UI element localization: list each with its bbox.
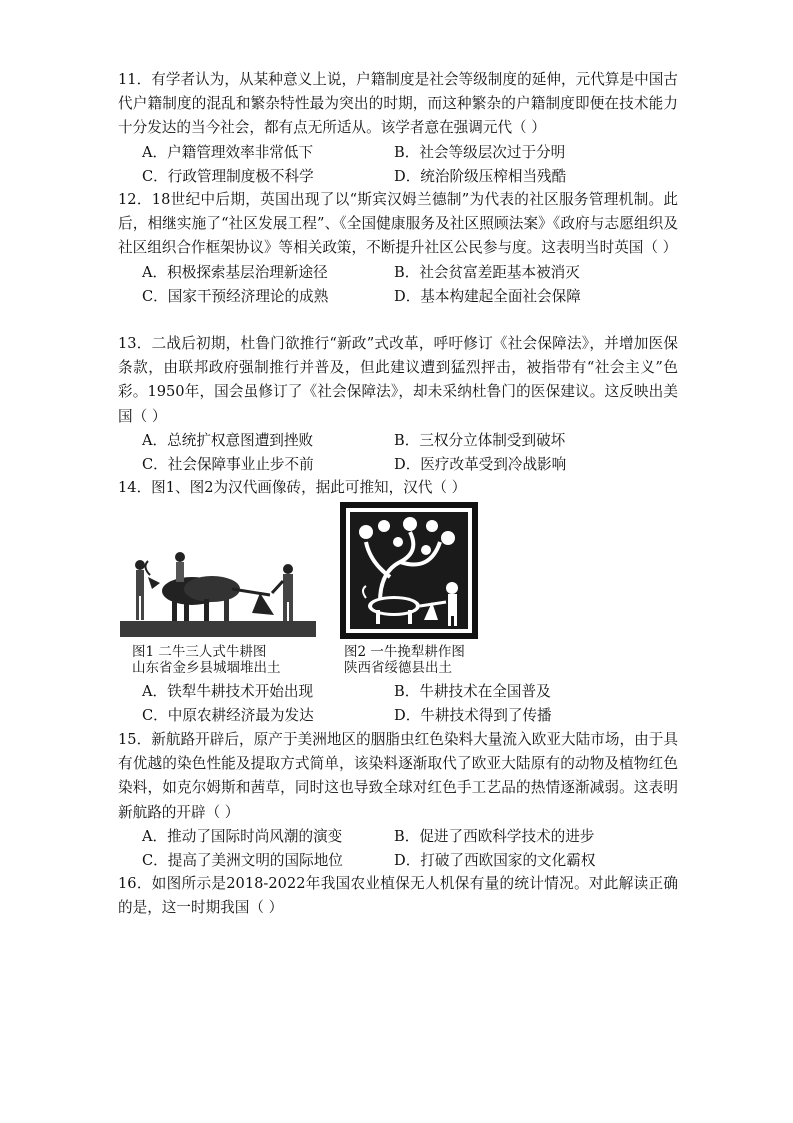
question-14 (118, 476, 678, 500)
option-a[interactable]: A．铁犁牛耕技术开始出现 (142, 683, 314, 700)
options (142, 261, 678, 309)
option-b[interactable]: B．促进了西欧科学技术的进步 (394, 827, 595, 845)
option-d[interactable]: D．基本构建起全面社会保障 (394, 287, 581, 305)
option-b[interactable]: B．牛耕技术在全国普及 (394, 683, 551, 700)
question-stem: 11．有学者认为，从某种意义上说，户籍制度是社会等级制度的延伸，元代算是中国古代户籍制度的混乱和繁杂特性最为突出的时期，而这种繁杂的户籍制度即便在技术能力十分发达的当今社会，都有点无所适从。该学者意在强调元代（ ） (118, 71, 678, 137)
option-b[interactable]: B．社会等级层次过于分明 (394, 143, 566, 161)
option-c[interactable]: C．社会保障事业止步不前 (142, 456, 314, 474)
options (142, 141, 678, 189)
fig1-brick-rubbing (120, 547, 316, 637)
question-11 (118, 68, 678, 189)
question-stem: 15．新航路开辟后，原产于美洲地区的胭脂虫红色染料大量流入欧亚大陆市场，由于具有优越的染色性能及提取方式简单，该染料逐渐取代了欧亚大陆原有的动物及植物红色染料，如克尔姆斯和茜草，同时这也导致全球对红色手工艺品的热情逐渐减弱。这表明新航路的开辟（ ） (118, 731, 678, 821)
option-d[interactable]: D．打破了西欧国家的文化霸权 (394, 852, 596, 870)
fig2-caption-title: 图2 一牛挽犁耕作图 (344, 644, 465, 660)
question-stem: 16．如图所示是2018-2022年我国农业植保无人机保有量的统计情况。对此解读正确的是，这一时期我国（ ） (118, 875, 678, 917)
question-13 (118, 332, 678, 477)
option-a[interactable]: A．积极探索基层治理新途径 (142, 263, 328, 281)
question-15 (118, 728, 678, 873)
option-d[interactable]: D．牛耕技术得到了传播 (394, 707, 552, 725)
question-12 (118, 188, 678, 309)
question-16 (118, 872, 678, 920)
option-c[interactable]: C．行政管理制度极不科学 (142, 167, 314, 185)
option-a[interactable]: A．户籍管理效率非常低下 (142, 143, 314, 161)
question-stem: 12．18世纪中后期，英国出现了以“斯宾汉姆兰德制”为代表的社区服务管理机制。此后，相继实施了“社区发展工程”、《全国健康服务及社区照顾法案》《政府与志愿组织及社区组织合作框架协议》等相关政策，不断提升社区公民参与度。这表明当时英国（ ） (118, 191, 678, 257)
question-stem: 14．图1、图2为汉代画像砖，据此可推知，汉代（ ） (118, 479, 467, 496)
fig1-caption-origin: 山东省金乡县城堌堆出土 (132, 660, 281, 676)
option-d[interactable]: D．医疗改革受到冷战影响 (394, 456, 567, 474)
option-b[interactable]: B．社会贫富差距基本被消灭 (394, 263, 580, 281)
option-d[interactable]: D．统治阶级压榨相当残酷 (394, 167, 567, 185)
fig2-caption-origin: 陕西省绥德县出土 (344, 660, 452, 676)
option-c[interactable]: C．中原农耕经济最为发达 (142, 707, 314, 725)
figures (118, 502, 498, 680)
option-c[interactable]: C．提高了美洲文明的国际地位 (142, 852, 343, 870)
fig2-brick-rubbing (340, 502, 478, 639)
options (142, 680, 678, 728)
question-14-options (118, 680, 678, 728)
option-a[interactable]: A．总统扩权意图遭到挫败 (142, 431, 314, 449)
options (142, 825, 678, 873)
options (142, 429, 678, 477)
fig1-caption-title: 图1 二牛三人式牛耕图 (132, 644, 267, 660)
option-a[interactable]: A．推动了国际时尚风潮的演变 (142, 827, 343, 845)
question-stem: 13．二战后初期，杜鲁门欲推行“新政”式改革，呼吁修订《社会保障法》，并增加医保条款，由联邦政府强制推行并普及，但此建议遭到猛烈抨击，被指带有“社会主义”色彩。1950年，国会虽修订了《社会保障法》，却未采纳杜鲁门的医保建议。这反映出美国（ ） (118, 335, 678, 425)
option-c[interactable]: C．国家干预经济理论的成熟 (142, 287, 329, 305)
option-b[interactable]: B．三权分立体制受到破坏 (394, 431, 566, 449)
